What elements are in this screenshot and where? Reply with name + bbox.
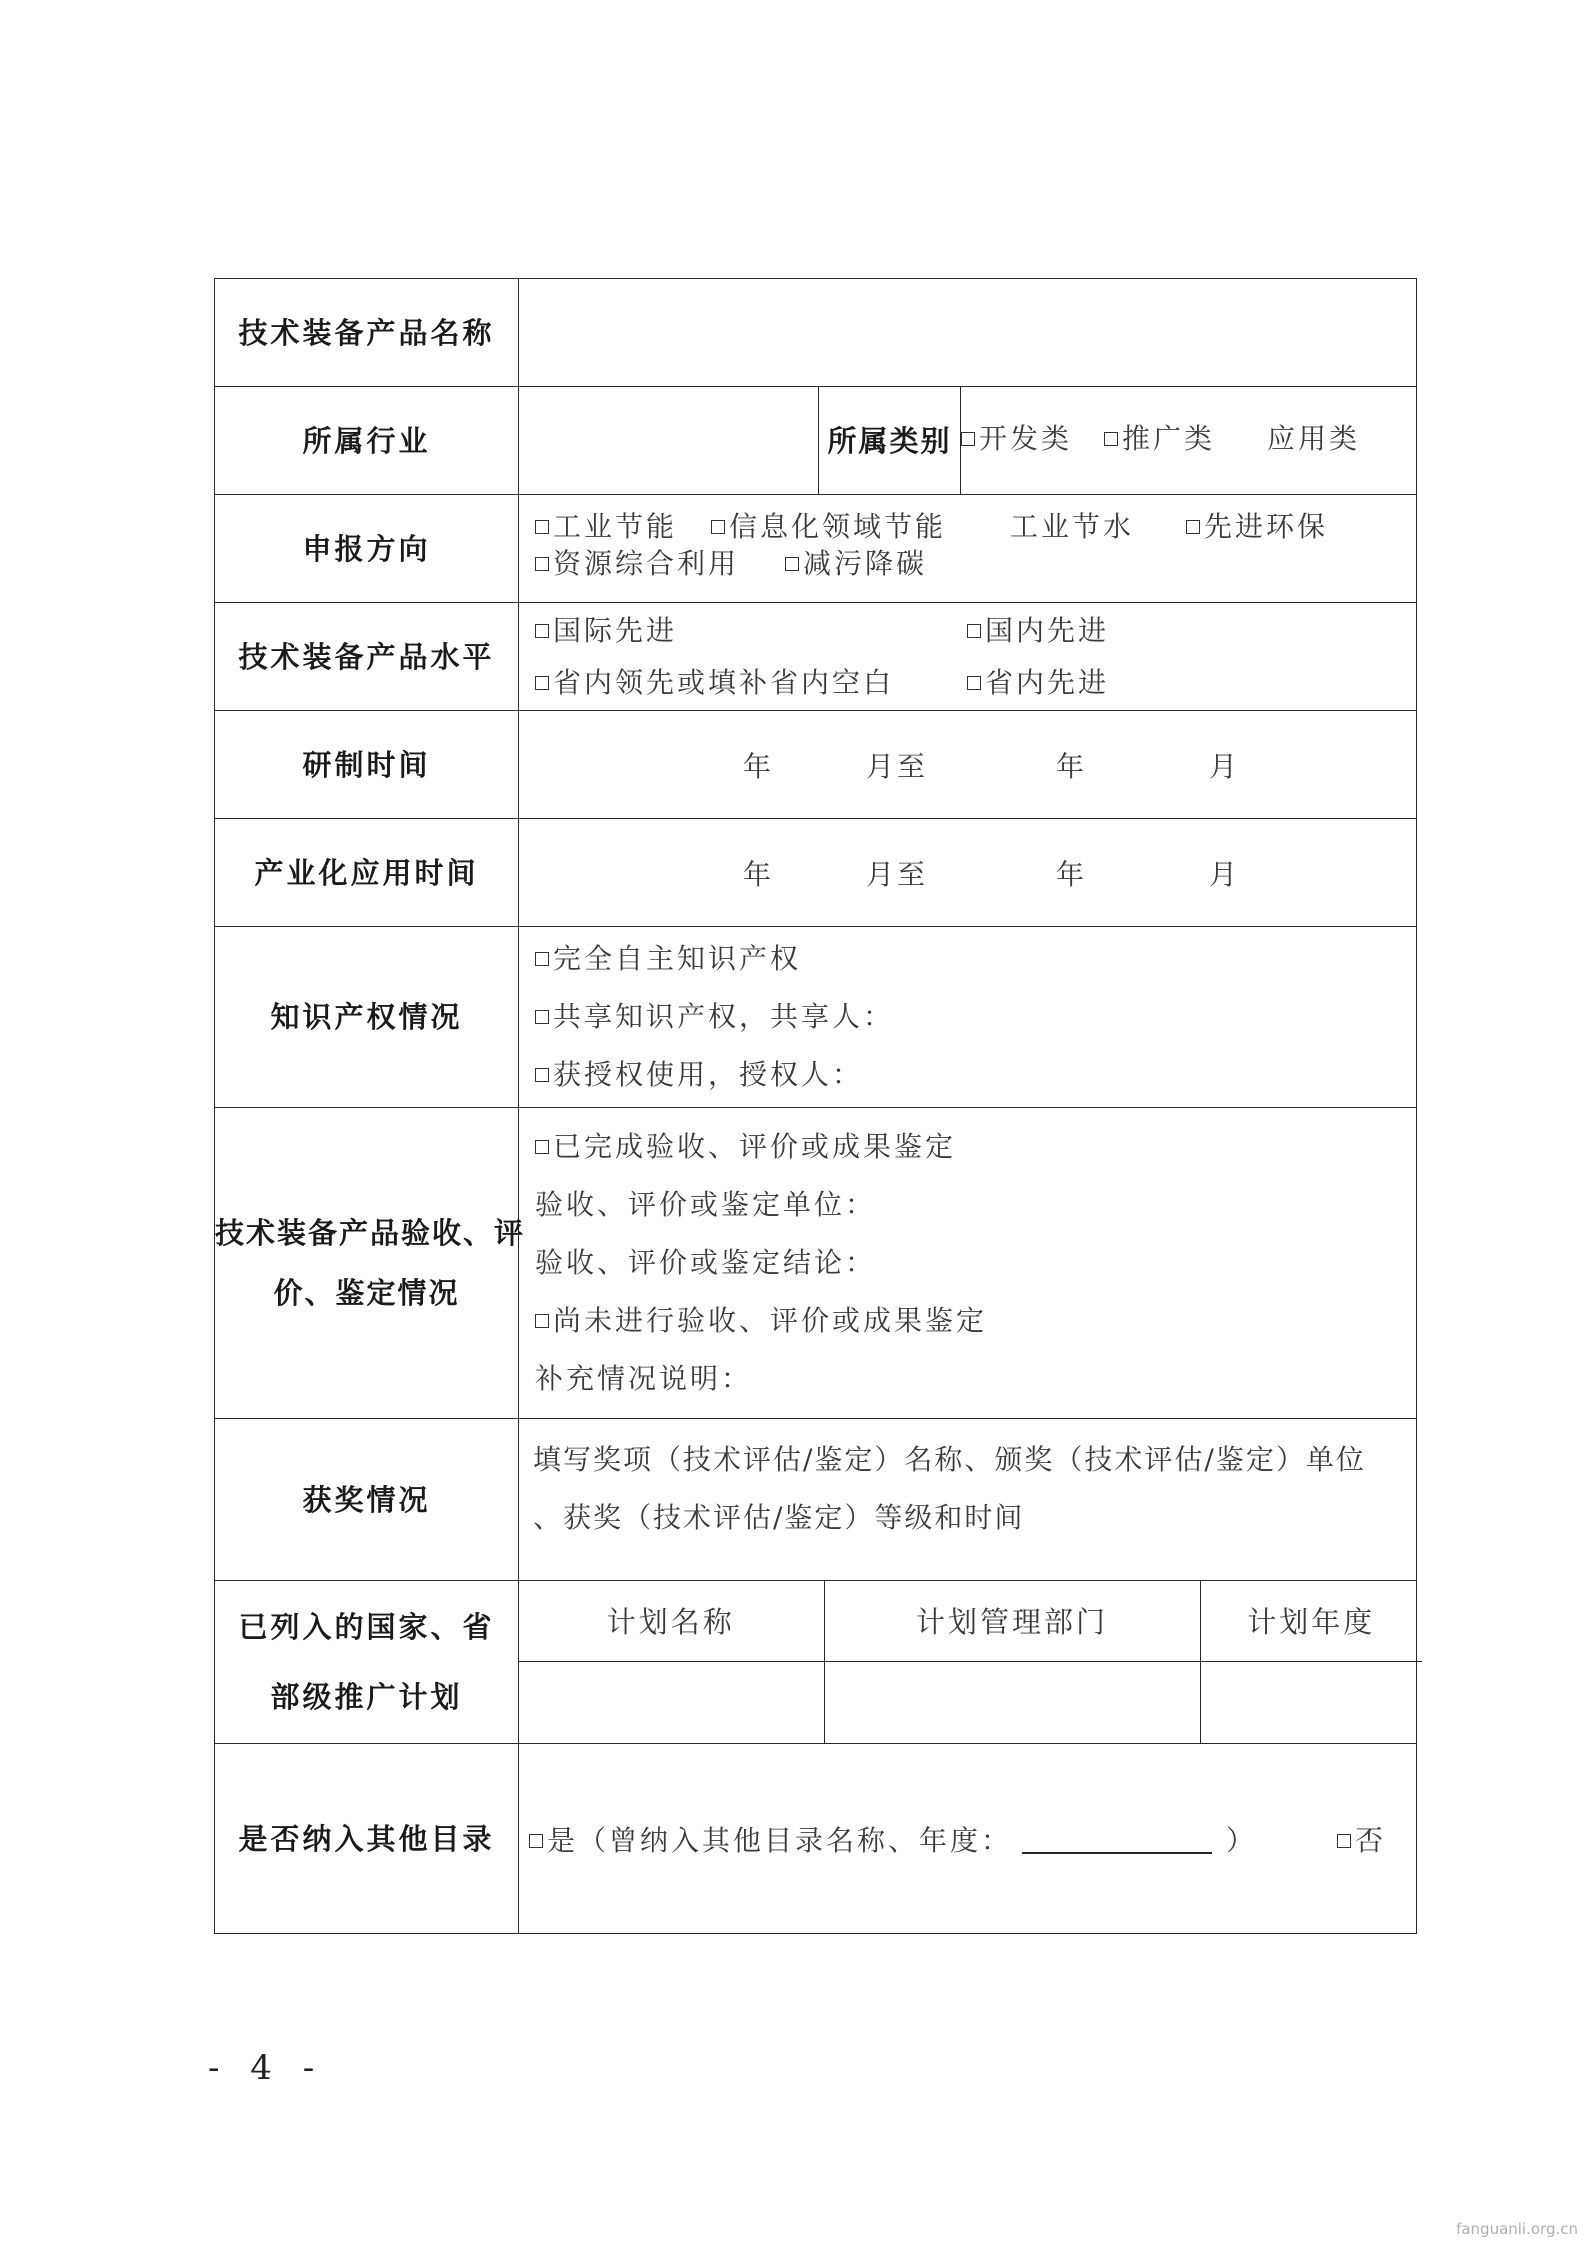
month-text: 月 [1209, 857, 1241, 891]
product-name-field[interactable] [519, 279, 1417, 387]
plan-header-dept: 计划管理部门 [824, 1580, 1200, 1661]
other-option-no[interactable]: 否 [1337, 1819, 1386, 1859]
checkbox-icon [535, 520, 549, 534]
award-hint[interactable] [519, 1419, 1417, 1581]
level-options [519, 603, 1417, 711]
category-options [961, 387, 1417, 495]
direction-option-water[interactable]: 工业节水 [1010, 510, 1135, 543]
category-label: 所属类别 [819, 387, 961, 495]
acceptance-label-line-2: 价、鉴定情况 [273, 1276, 460, 1310]
category-option-promo[interactable]: 推广类 [1104, 417, 1215, 457]
acceptance-option-done[interactable]: 已完成验收、评价或成果鉴定 [519, 1118, 1416, 1176]
plan-label-line-1: 已列入的国家、省 [238, 1610, 495, 1644]
checkbox-icon [535, 1068, 549, 1082]
close-paren: ） [1226, 1823, 1258, 1857]
direction-option-resource[interactable]: 资源综合利用 [535, 547, 739, 581]
plan-table-cell [519, 1581, 1417, 1744]
checkbox-icon [535, 557, 549, 571]
level-option-domestic[interactable]: 国内先进 [967, 605, 1109, 657]
checkbox-icon [529, 1834, 543, 1848]
direction-option-carbon[interactable]: 减污降碳 [785, 547, 927, 581]
level-option-province[interactable]: 省内先进 [967, 657, 1109, 709]
plan-dept-field[interactable] [824, 1661, 1200, 1743]
checkbox-icon [535, 1314, 549, 1328]
plan-label-line-2: 部级推广计划 [270, 1680, 463, 1714]
ip-option-shared[interactable]: 共享知识产权，共享人： [519, 988, 1416, 1046]
app-time-field[interactable] [519, 819, 1417, 927]
watermark: fanguanli.org.cn [1456, 2220, 1578, 2238]
acceptance-note: 补充情况说明： [535, 1362, 753, 1395]
acceptance-details [519, 1108, 1417, 1419]
checkbox-icon [535, 624, 549, 638]
award-hint-line-2: 、获奖（技术评估/鉴定）等级和时间 [533, 1501, 1025, 1534]
checkbox-icon [535, 676, 549, 690]
plan-label [215, 1581, 519, 1744]
dev-time-label: 研制时间 [215, 711, 519, 819]
industry-label: 所属行业 [215, 387, 519, 495]
category-option-dev[interactable]: 开发类 [961, 417, 1072, 457]
checkbox-icon [535, 1010, 549, 1024]
dev-time-field[interactable] [519, 711, 1417, 819]
award-hint-line-1: 填写奖项（技术评估/鉴定）名称、颁奖（技术评估/鉴定）单位 [533, 1443, 1366, 1476]
month-text: 月 [1209, 749, 1241, 783]
level-option-intl[interactable]: 国际先进 [535, 605, 967, 657]
direction-option-env[interactable]: 先进环保 [1186, 507, 1328, 547]
plan-header-name: 计划名称 [518, 1580, 824, 1661]
ip-option-licensed[interactable]: 获授权使用，授权人： [519, 1046, 1416, 1104]
year-text: 年 [1056, 749, 1088, 783]
award-label: 获奖情况 [215, 1419, 519, 1581]
acceptance-label-line-1: 技术装备产品验收、评 [215, 1216, 526, 1250]
checkbox-icon [967, 624, 981, 638]
industry-field[interactable] [519, 387, 819, 495]
ip-label: 知识产权情况 [215, 927, 519, 1108]
checkbox-icon [1186, 520, 1200, 534]
page-number: - 4 - [208, 2048, 325, 2088]
direction-label: 申报方向 [215, 495, 519, 603]
checkbox-icon [711, 520, 725, 534]
product-name-label: 技术装备产品名称 [215, 279, 519, 387]
acceptance-option-pending[interactable]: 尚未进行验收、评价或成果鉴定 [519, 1292, 1416, 1350]
ip-options [519, 927, 1417, 1108]
plan-name-field[interactable] [518, 1661, 824, 1743]
month-to-text: 月至 [866, 749, 929, 783]
checkbox-icon [967, 676, 981, 690]
other-catalog-label: 是否纳入其他目录 [215, 1744, 519, 1934]
direction-option-energy[interactable]: 工业节能 [535, 507, 677, 547]
plan-table [518, 1580, 1422, 1743]
acceptance-label [215, 1108, 526, 1419]
month-to-text: 月至 [866, 857, 929, 891]
checkbox-icon [785, 557, 799, 571]
checkbox-icon [1337, 1834, 1351, 1848]
plan-header-year: 计划年度 [1200, 1580, 1422, 1661]
year-text: 年 [743, 749, 775, 783]
declaration-form [214, 278, 1417, 1934]
other-catalog-blank[interactable] [1022, 1826, 1212, 1854]
checkbox-icon [1104, 432, 1118, 446]
level-label: 技术装备产品水平 [215, 603, 519, 711]
direction-option-it-energy[interactable]: 信息化领域节能 [711, 507, 946, 547]
acceptance-unit: 验收、评价或鉴定单位： [535, 1188, 877, 1221]
checkbox-icon [535, 1140, 549, 1154]
app-time-label: 产业化应用时间 [215, 819, 519, 927]
other-option-yes[interactable]: 是（曾纳入其他目录名称、年度： [529, 1819, 1012, 1859]
plan-year-field[interactable] [1200, 1661, 1422, 1743]
year-text: 年 [743, 857, 775, 891]
year-text: 年 [1056, 857, 1088, 891]
acceptance-conclusion: 验收、评价或鉴定结论： [535, 1246, 877, 1279]
checkbox-icon [535, 952, 549, 966]
category-option-app[interactable]: 应用类 [1267, 422, 1361, 455]
direction-options [519, 495, 1417, 603]
other-catalog-options [519, 1744, 1417, 1934]
level-option-province-lead[interactable]: 省内领先或填补省内空白 [535, 657, 967, 709]
checkbox-icon [961, 432, 975, 446]
ip-option-own[interactable]: 完全自主知识产权 [519, 930, 1416, 988]
